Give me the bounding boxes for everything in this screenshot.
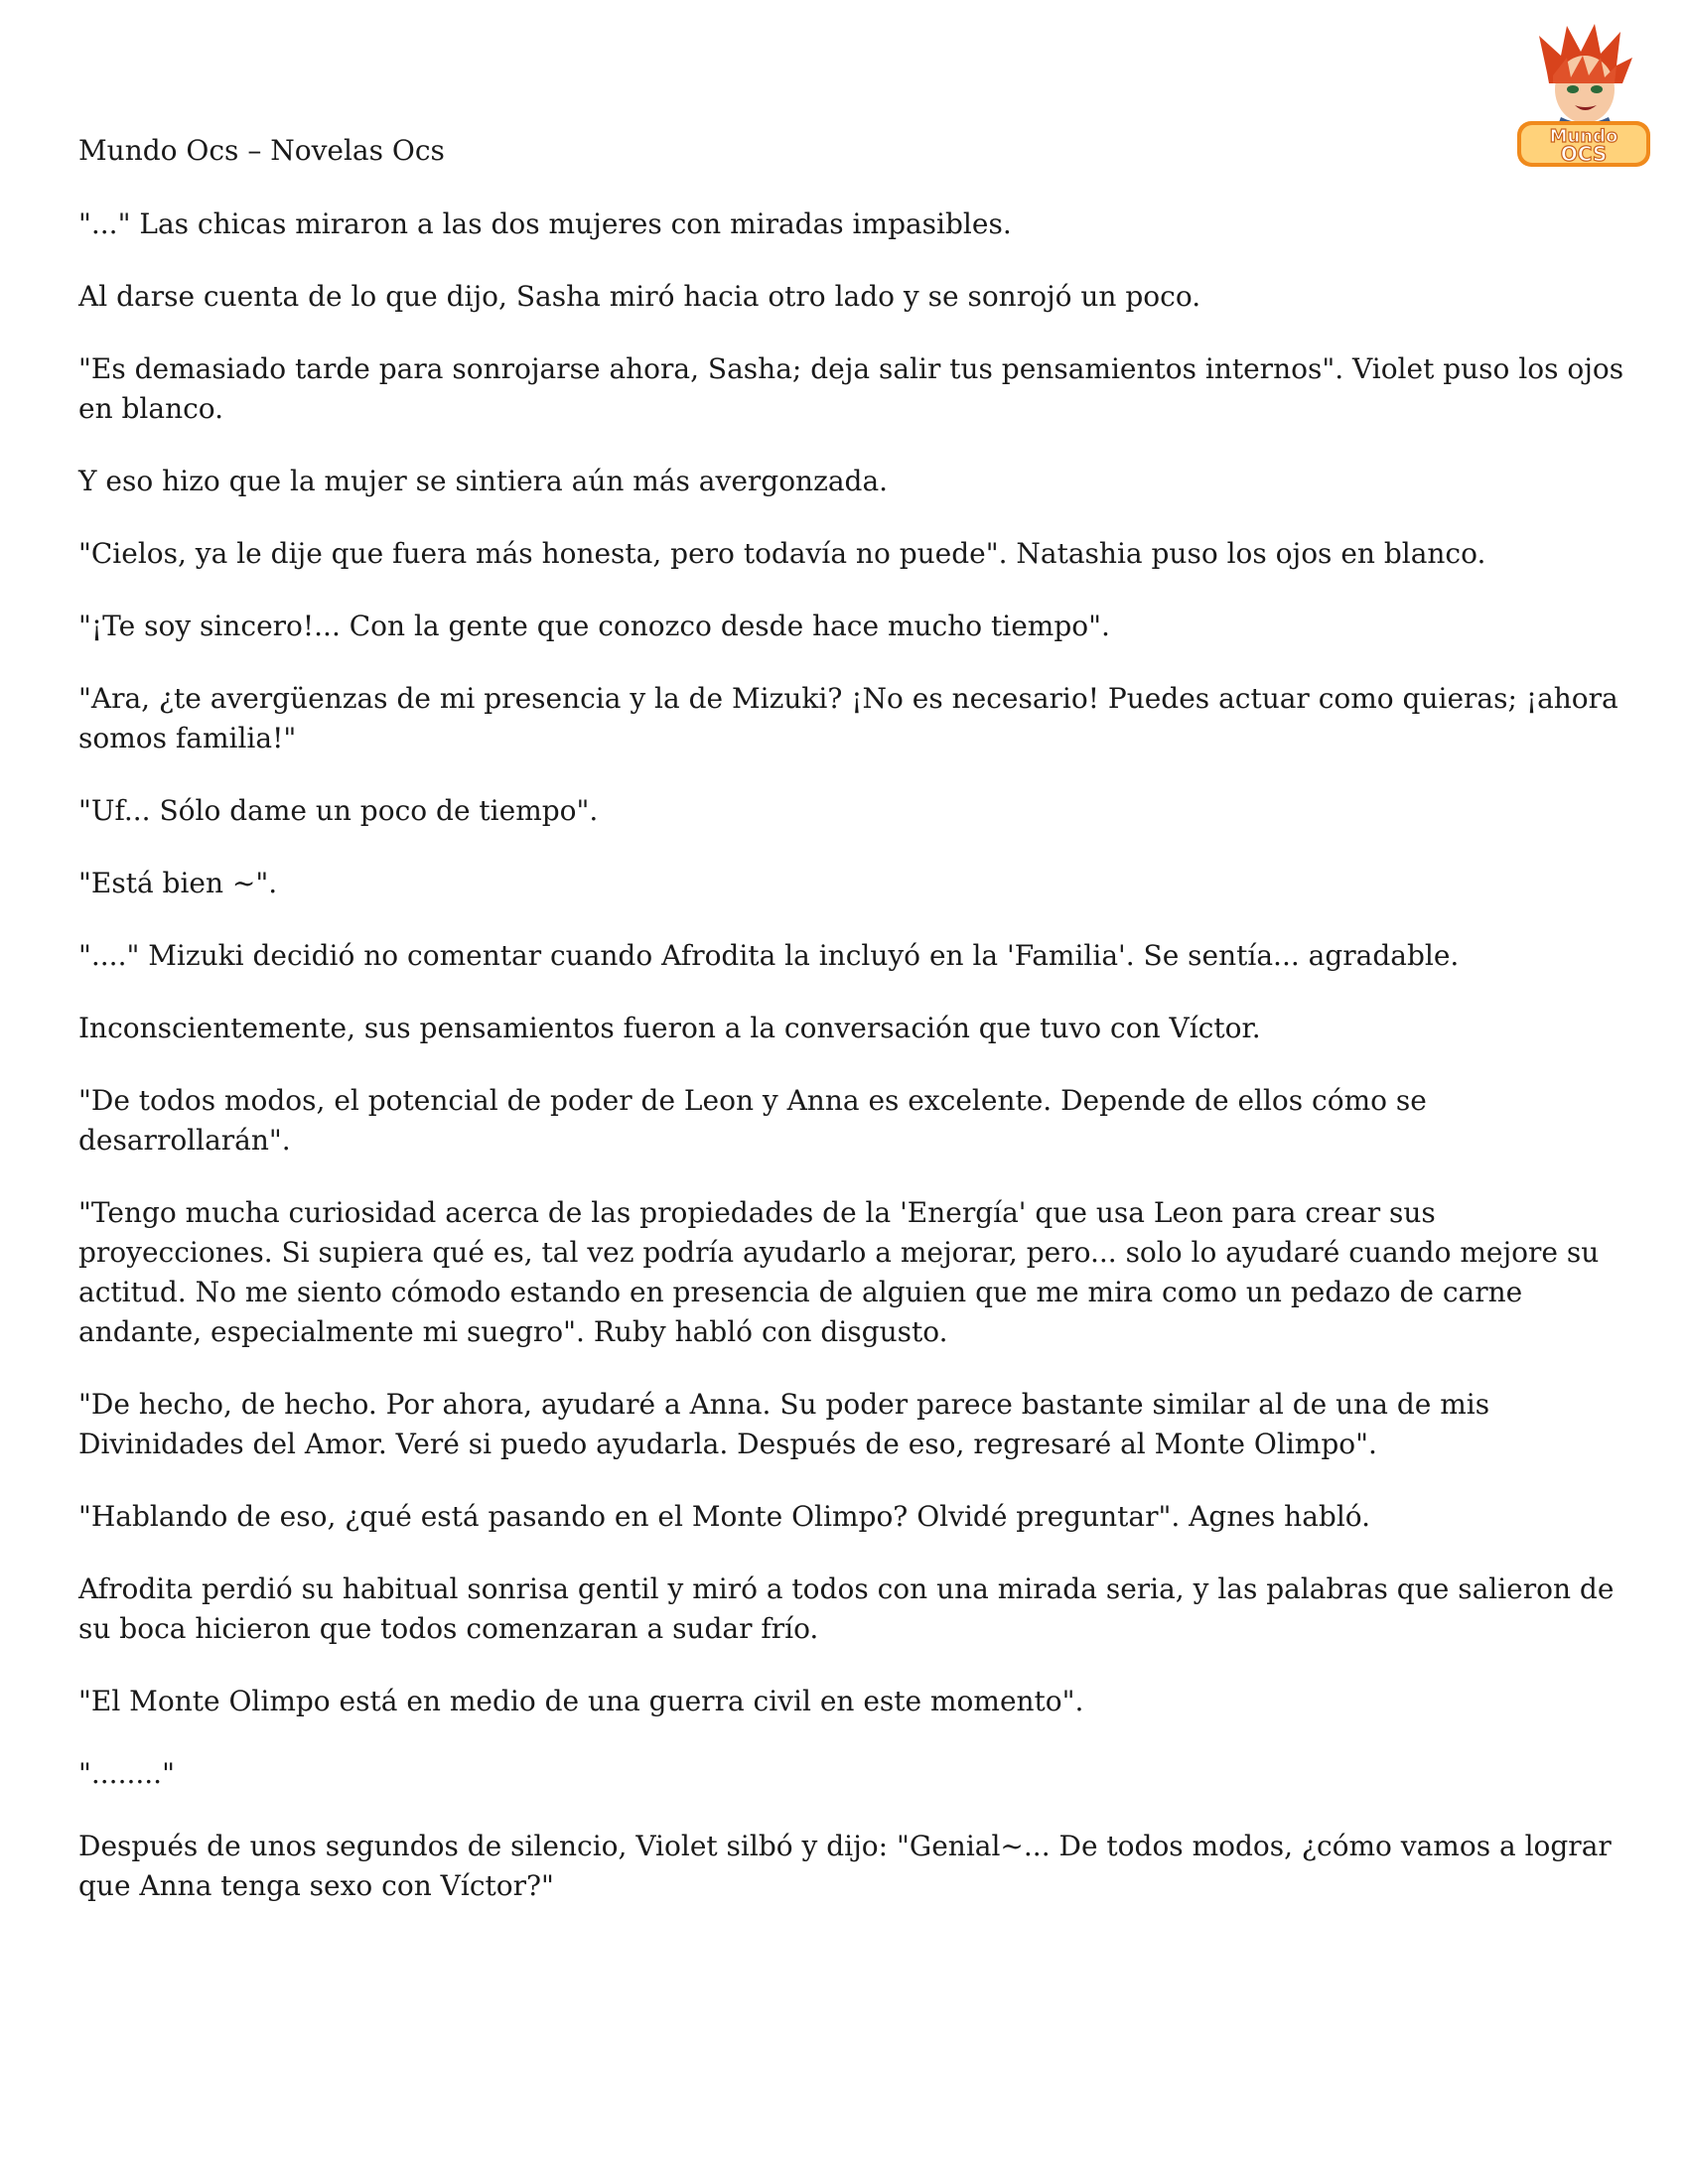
paragraph: "Tengo mucha curiosidad acerca de las propiedades de la 'Energía' que usa Leon para crear sus proyecciones. Si supiera qué es, tal vez podría ayudarlo a mejorar, pero... solo lo ayudaré cuando mejore su actitud. No me siento cómodo estando en presencia de alguien que me mira como un pedazo de carne andante, especialmente mi suegro". Ruby habló con disgusto.	[78, 1196, 1600, 1348]
paragraph: "Uf... Sólo dame un poco de tiempo".	[78, 794, 599, 827]
paragraph: "Cielos, ya le dije que fuera más honesta, pero todavía no puede". Natashia puso los ojos en blanco.	[78, 537, 1486, 570]
paragraph: "El Monte Olimpo está en medio de una guerra civil en este momento".	[78, 1685, 1084, 1717]
paragraph: "...." Mizuki decidió no comentar cuando Afrodita la incluyó en la 'Familia'. Se sentía... agradable.	[78, 939, 1460, 972]
paragraph: "........"	[78, 1757, 175, 1790]
paragraph: "¡Te soy sincero!... Con la gente que conozco desde hace mucho tiempo".	[78, 610, 1110, 642]
paragraph: "De hecho, de hecho. Por ahora, ayudaré a Anna. Su poder parece bastante similar al de una de mis Divinidades del Amor. Veré si puedo ayudarla. Después de eso, regresaré al Monte Olimpo".	[78, 1388, 1490, 1460]
paragraph: Inconscientemente, sus pensamientos fueron a la conversación que tuvo con Víctor.	[78, 1012, 1261, 1044]
svg-text:OCS: OCS	[1560, 142, 1608, 166]
paragraph: Después de unos segundos de silencio, Violet silbó y dijo: "Genial~... De todos modos, ¿cómo vamos a lograr que Anna tenga sexo con Víctor?"	[78, 1830, 1612, 1902]
paragraph: Y eso hizo que la mujer se sintiera aún más avergonzada.	[78, 465, 889, 497]
paragraph: "Está bien ~".	[78, 867, 278, 899]
svg-text:Mundo: Mundo	[1549, 126, 1618, 147]
document-body	[78, 131, 1627, 1939]
paragraph: "Hablando de eso, ¿qué está pasando en el Monte Olimpo? Olvidé preguntar". Agnes habló.	[78, 1500, 1371, 1533]
paragraph: "Es demasiado tarde para sonrojarse ahora, Sasha; deja salir tus pensamientos internos". Violet puso los ojos en blanco.	[78, 352, 1624, 425]
paragraph: Afrodita perdió su habitual sonrisa gentil y miró a todos con una mirada seria, y las palabras que salieron de su boca hicieron que todos comenzaran a sudar frío.	[78, 1572, 1615, 1645]
paragraph: "..." Las chicas miraron a las dos mujeres con miradas impasibles.	[78, 207, 1012, 240]
paragraph: "De todos modos, el potencial de poder de Leon y Anna es excelente. Depende de ellos cómo se desarrollarán".	[78, 1084, 1427, 1157]
paragraph: Al darse cuenta de lo que dijo, Sasha miró hacia otro lado y se sonrojó un poco.	[78, 280, 1201, 313]
paragraph: "Ara, ¿te avergüenzas de mi presencia y la de Mizuki? ¡No es necesario! Puedes actuar como quieras; ¡ahora somos familia!"	[78, 682, 1618, 754]
site-title: Mundo Ocs – Novelas Ocs	[78, 134, 445, 167]
